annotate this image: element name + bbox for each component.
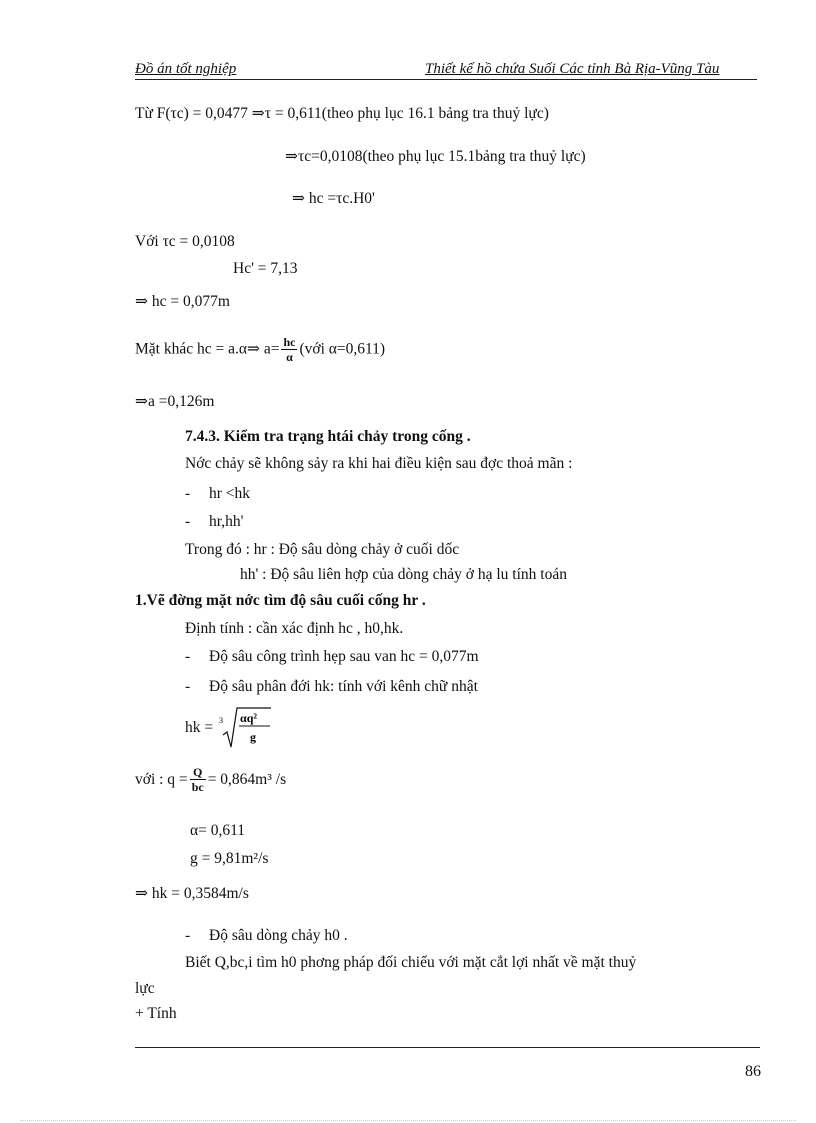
line-7-tail: (với α=0,611) (299, 340, 386, 358)
hk-formula (185, 705, 273, 755)
fraction-a-den: α (286, 350, 293, 365)
bullet-mark: - (185, 485, 191, 502)
bullet-mark: - (185, 513, 191, 530)
line-7-text: Mặt khác hc = a.α⇒ a= (135, 340, 280, 358)
bullet-2 (185, 513, 243, 532)
q-lhs: với : q = (135, 770, 188, 788)
fraction-a (281, 335, 297, 365)
line-5: Hc' = 7,13 (233, 260, 298, 277)
bullet-mark: - (185, 678, 191, 695)
fraction-q (190, 765, 206, 795)
para-7: + Tính (135, 1005, 177, 1022)
bullet-2-text: hr,hh' (209, 513, 244, 530)
para-3: hh' : Độ sâu liên hợp của dòng chảy ở hạ lu tính toán (240, 566, 567, 583)
line-2: ⇒τc=0,0108(theo phụ lục 15.1bảng tra thuỷ lực) (285, 148, 586, 165)
bullet-4-text: Độ sâu phân đới hk: tính với kênh chữ nhật (209, 678, 478, 695)
q-formula (135, 765, 286, 795)
para-2: Trong đó : hr : Độ sâu dòng chảy ở cuối dốc (185, 541, 460, 558)
alpha-line: α= 0,611 (190, 822, 246, 839)
header-left: Đồ án tốt nghiệp (135, 61, 237, 77)
header-rule (135, 79, 757, 80)
radical-den: g (250, 730, 256, 744)
page-number: 86 (745, 1063, 761, 1080)
para-5: Biết Q,bc,i tìm h0 phơng pháp đối chiếu với mặt cắt lợi nhất về mặt thuỷ (185, 954, 637, 971)
bullet-1 (185, 485, 250, 504)
hk-lhs: hk = (185, 718, 214, 736)
bullet-mark: - (185, 927, 191, 944)
bullet-1-text: hr <hk (209, 485, 251, 502)
g-line: g = 9,81m²/s (190, 850, 269, 867)
fraction-q-den: bc (191, 780, 204, 795)
bullet-3 (185, 648, 479, 667)
q-rhs: = 0,864m³ /s (207, 770, 287, 788)
radical-index: 3 (219, 716, 223, 725)
line-3: ⇒ hc =τc.H0' (292, 190, 375, 207)
section-heading: 7.4.3. Kiểm tra trạng htái chảy trong cống . (185, 428, 471, 445)
bullet-mark: - (185, 648, 191, 665)
bullet-3-text: Độ sâu công trình hẹp sau van hc = 0,077m (209, 648, 479, 665)
heading-1: 1.Vẽ đờng mặt nớc tìm độ sâu cuối cống hr . (135, 592, 426, 609)
bullet-5-text: Độ sâu dòng chảy h0 . (209, 927, 348, 944)
para-4: Định tính : cần xác định hc , h0,hk. (185, 620, 404, 637)
page-edge (20, 1120, 796, 1121)
line-1: Từ F(τc) = 0,0477 ⇒τ = 0,611(theo phụ lục 16.1 bảng tra thuỷ lực) (135, 105, 549, 122)
line-8: ⇒a =0,126m (135, 393, 215, 410)
fraction-q-num: Q (190, 765, 206, 780)
fraction-a-num: hc (283, 335, 296, 349)
radical-sign (217, 705, 273, 751)
cube-root (217, 705, 273, 751)
line-7 (135, 335, 385, 365)
footer-rule (135, 1047, 760, 1048)
header-right: Thiết kế hồ chứa Suối Các tỉnh Bà Rịa-Vũng Tàu (425, 61, 720, 77)
bullet-4 (185, 678, 478, 697)
bullet-5 (185, 927, 348, 946)
line-6: ⇒ hc = 0,077m (135, 293, 230, 310)
para-6: lực (135, 980, 155, 997)
hk-result: ⇒ hk = 0,3584m/s (135, 885, 249, 902)
line-4: Với τc = 0,0108 (135, 233, 235, 250)
radical-num: αq² (240, 711, 257, 725)
para-1: Nớc chảy sẽ không sảy ra khi hai điều kiện sau đợc thoả mãn : (185, 455, 573, 472)
